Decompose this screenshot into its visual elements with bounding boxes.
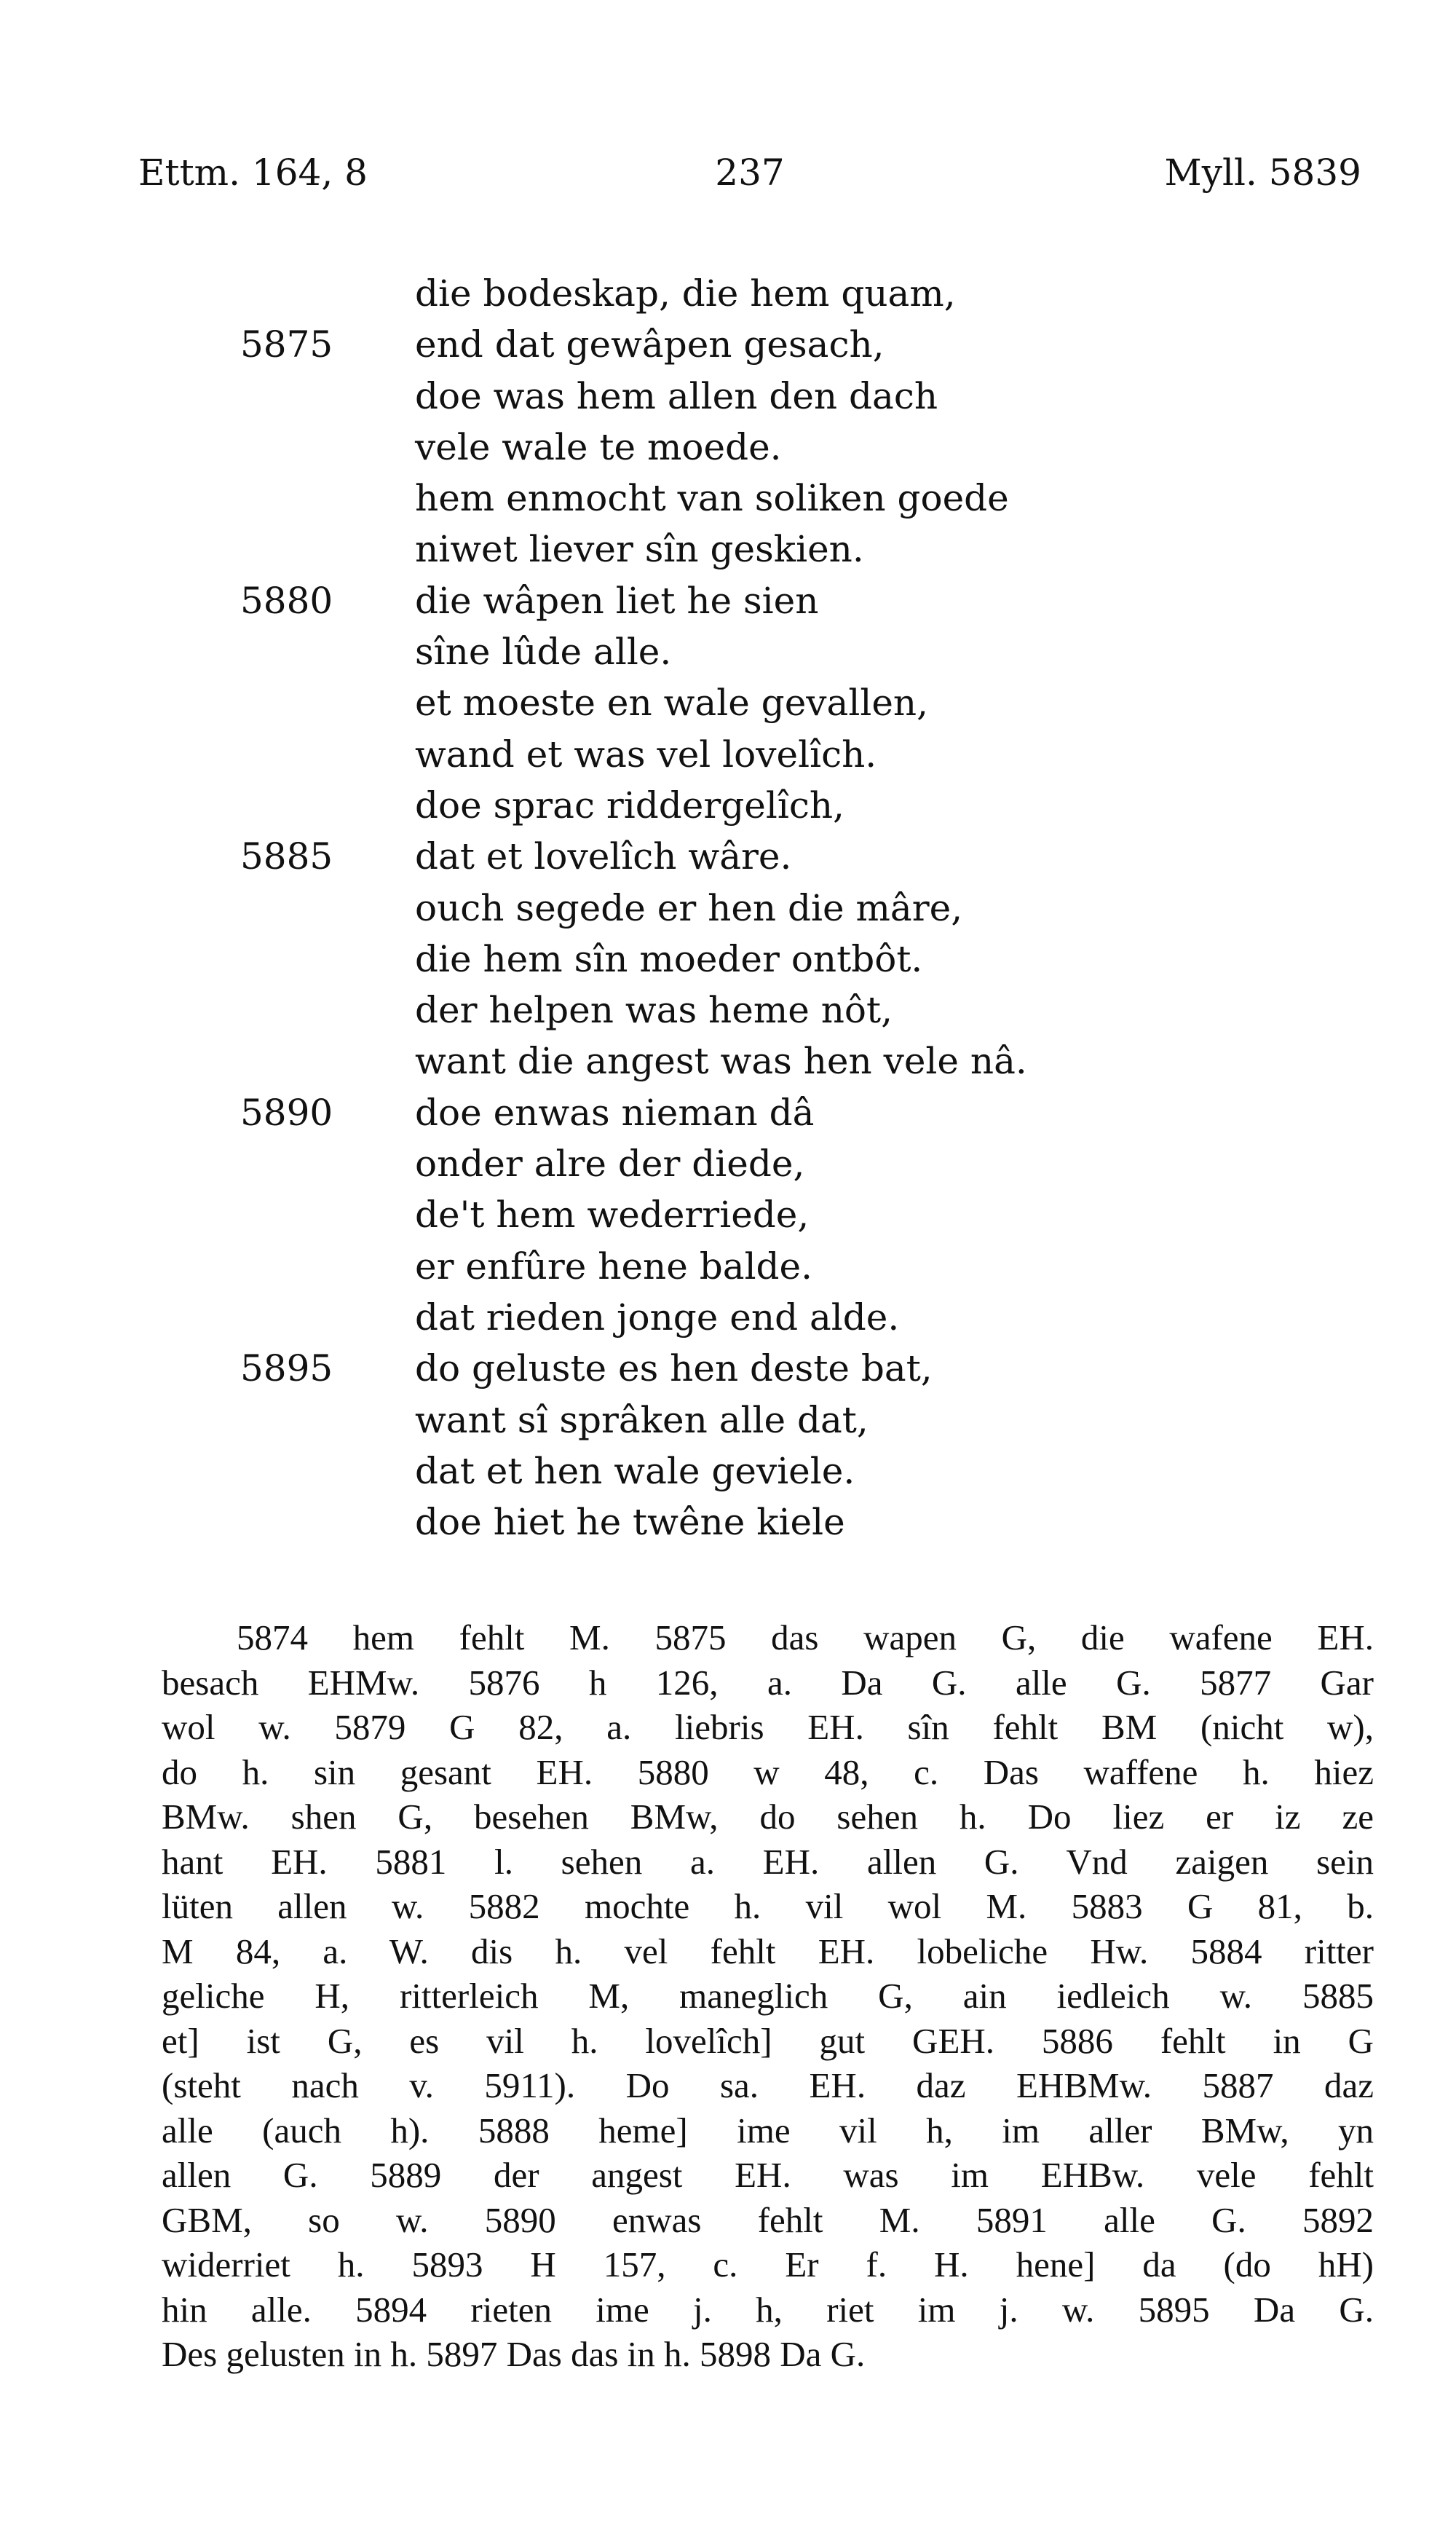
footnote-line: allen G. 5889 der angest EH. was im EHBw. vele fehlt	[162, 2155, 1374, 2195]
footnote-line: GBM, so w. 5890 enwas fehlt M. 5891 alle G. 5892	[162, 2199, 1374, 2240]
verse-line	[240, 780, 1259, 831]
running-header	[138, 151, 1361, 202]
verse-line-text: er enfûre hene balde.	[415, 1245, 813, 1288]
footnote-line: do h. sin gesant EH. 5880 w 48, c. Das waffene h. hiez	[162, 1751, 1374, 1792]
verse-line	[240, 319, 1259, 370]
critical-apparatus	[162, 1615, 1374, 2377]
verse-line-text: want sî sprâken alle dat,	[415, 1398, 869, 1441]
verse-line	[240, 1497, 1259, 1548]
verse-line	[240, 422, 1259, 473]
verse-line	[240, 1446, 1259, 1497]
footnote-line: 5874 hem fehlt M. 5875 das wapen G, die wafene EH.	[237, 1617, 1374, 1657]
verse-line-text: doe enwas nieman dâ	[415, 1091, 815, 1134]
footnote-line: BMw. shen G, besehen BMw, do sehen h. Do liez er iz ze	[162, 1797, 1374, 1837]
verse-line-text: niwet liever sîn geskien.	[415, 528, 864, 571]
verse-line	[240, 473, 1259, 524]
verse-line-text: der helpen was heme nôt,	[415, 989, 893, 1032]
verse-line	[240, 1138, 1259, 1189]
page-number: 237	[715, 151, 785, 194]
verse-line	[240, 1087, 1259, 1138]
verse-line-text: wand et was vel lovelîch.	[415, 733, 877, 776]
verse-line	[240, 1395, 1259, 1446]
line-number: 5875	[240, 323, 333, 366]
footnote-line: geliche H, ritterleich M, maneglich G, ain iedleich w. 5885	[162, 1976, 1374, 2016]
verse-line-text: sîne lûde alle.	[415, 631, 672, 674]
verse-line-text: doe was hem allen den dach	[415, 374, 938, 417]
verse-line	[240, 524, 1259, 575]
verse-line-text: do geluste es hen deste bat,	[415, 1347, 933, 1390]
verse-line	[240, 1241, 1259, 1292]
footnote-line: hin alle. 5894 rieten ime j. h, riet im j. w. 5895 Da G.	[162, 2289, 1374, 2330]
verse-line-text: die hem sîn moeder ontbôt.	[415, 937, 923, 980]
footnote-line: hant EH. 5881 l. sehen a. EH. allen G. Vnd zaigen sein	[162, 1841, 1374, 1882]
verse-line-text: dat et lovelîch wâre.	[415, 835, 792, 878]
footnote-line: M 84, a. W. dis h. vel fehlt EH. lobeliche Hw. 5884 ritter	[162, 1931, 1374, 1971]
verse-line-text: hem enmocht van soliken goede	[415, 477, 1009, 520]
verse-line	[240, 831, 1259, 882]
verse-line	[240, 575, 1259, 626]
verse-line-text: doe sprac riddergelîch,	[415, 784, 844, 827]
verse-line-text: dat et hen wale geviele.	[415, 1449, 855, 1492]
line-number: 5890	[240, 1091, 333, 1134]
verse-line-text: de't hem wederriede,	[415, 1194, 810, 1237]
verse-line-text: ouch segede er hen die mâre,	[415, 886, 963, 929]
verse-line-text: onder alre der diede,	[415, 1143, 805, 1186]
verse-line	[240, 883, 1259, 934]
verse-line-text: die wâpen liet he sien	[415, 579, 819, 622]
line-number: 5895	[240, 1347, 333, 1390]
header-right-reference: Myll. 5839	[1164, 151, 1361, 194]
verse-line	[240, 985, 1259, 1036]
verse-line	[240, 1189, 1259, 1240]
verse-line	[240, 626, 1259, 677]
verse-line	[240, 729, 1259, 780]
footnote-line: widerriet h. 5893 H 157, c. Er f. H. hene] da (do hH)	[162, 2244, 1374, 2284]
verse-line-text: die bodeskap, die hem quam,	[415, 272, 956, 315]
verse-line-text: end dat gewâpen gesach,	[415, 323, 885, 366]
verse-line	[240, 1343, 1259, 1394]
line-number: 5880	[240, 579, 333, 622]
verse-text	[240, 268, 1259, 1548]
verse-line-text: et moeste en wale gevallen,	[415, 682, 929, 725]
footnote-line: alle (auch h). 5888 heme] ime vil h, im aller BMw, yn	[162, 2110, 1374, 2150]
footnote-line: (steht nach v. 5911). Do sa. EH. daz EHBMw. 5887 daz	[162, 2065, 1374, 2105]
verse-line-text: dat rieden jonge end alde.	[415, 1296, 900, 1339]
footnote-line: lüten allen w. 5882 mochte h. vil wol M. 5883 G 81, b.	[162, 1886, 1374, 1926]
verse-line	[240, 934, 1259, 985]
footnote-line: et] ist G, es vil h. lovelîch] gut GEH. 5886 fehlt in G	[162, 2020, 1374, 2061]
verse-line	[240, 1036, 1259, 1087]
verse-line	[240, 677, 1259, 728]
verse-line	[240, 371, 1259, 422]
verse-line-text: doe hiet he twêne kiele	[415, 1501, 845, 1544]
verse-line	[240, 268, 1259, 319]
footnote-line: wol w. 5879 G 82, a. liebris EH. sîn fehlt BM (nicht w),	[162, 1707, 1374, 1747]
line-number: 5885	[240, 835, 333, 878]
footnote-line: besach EHMw. 5876 h 126, a. Da G. alle G. 5877 Gar	[162, 1662, 1374, 1703]
verse-line	[240, 1292, 1259, 1343]
header-left-reference: Ettm. 164, 8	[138, 151, 368, 194]
footnote-line: Des gelusten in h. 5897 Das das in h. 5898 Da G.	[162, 2334, 866, 2374]
verse-line-text: vele wale te moede.	[415, 425, 782, 468]
verse-line-text: want die angest was hen vele nâ.	[415, 1040, 1027, 1083]
